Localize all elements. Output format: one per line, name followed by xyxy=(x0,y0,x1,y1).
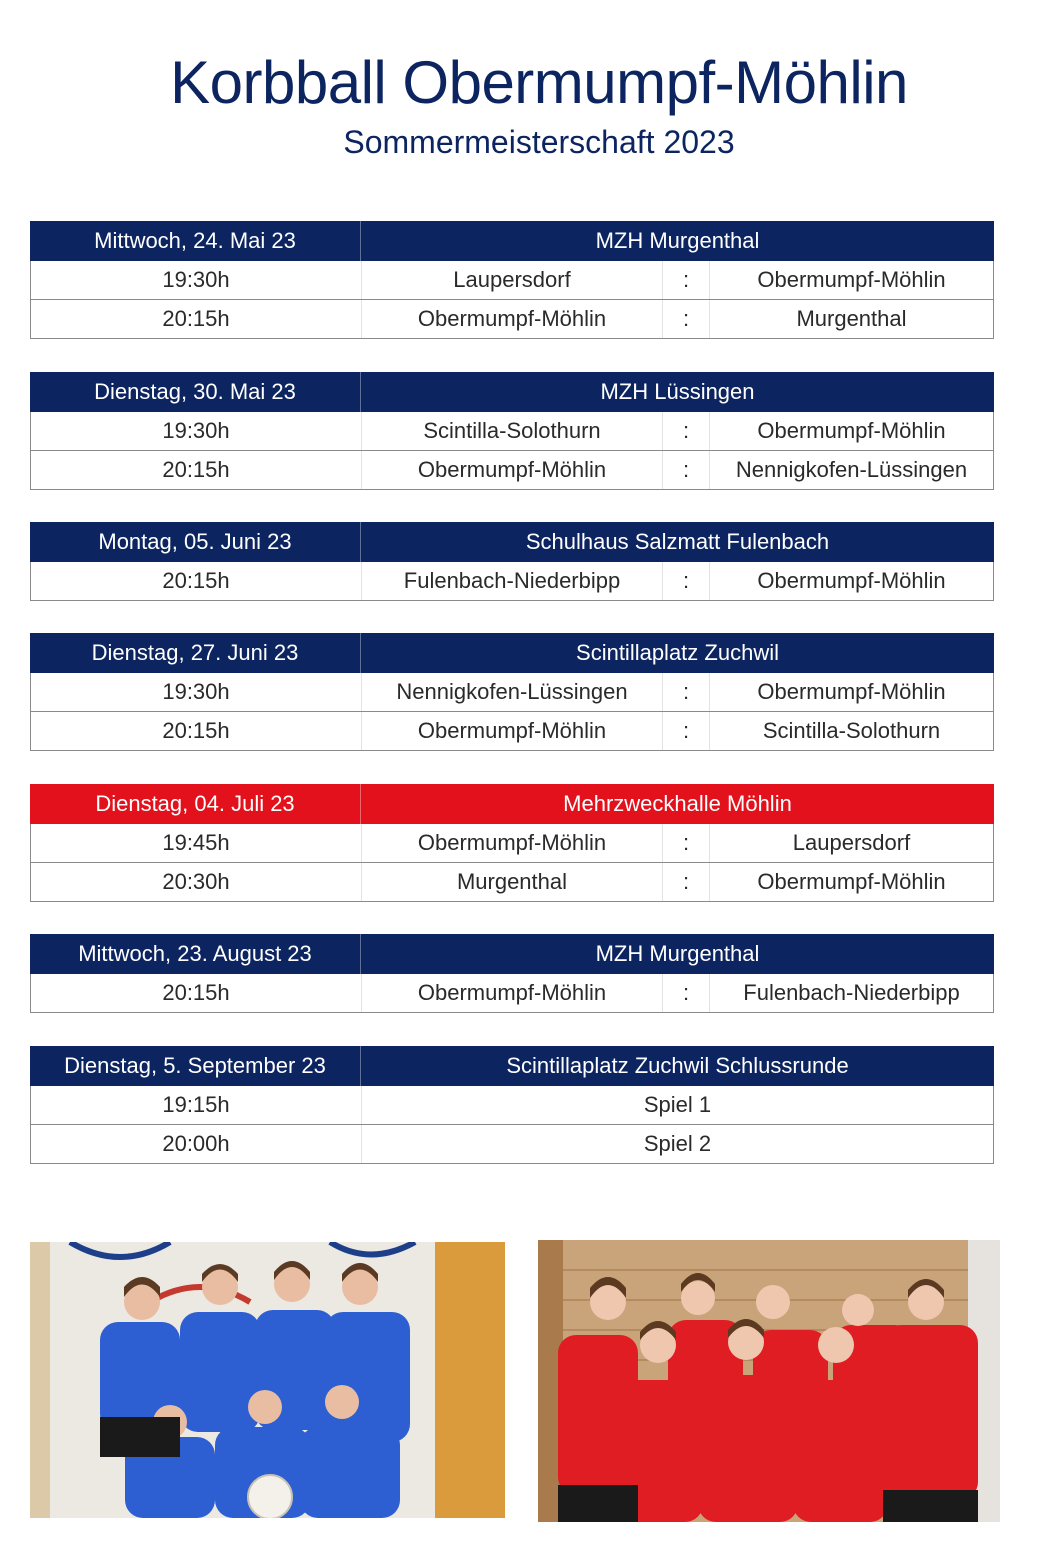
round-block xyxy=(30,372,994,490)
round-header xyxy=(30,1046,994,1086)
score-separator: : xyxy=(663,824,710,862)
score-separator: : xyxy=(663,562,710,600)
home-team: Scintilla-Solothurn xyxy=(362,412,663,450)
round-venue: Scintillaplatz Zuchwil Schlussrunde xyxy=(506,1053,849,1078)
game-row xyxy=(30,451,994,490)
game-time: 19:15h xyxy=(31,1086,362,1124)
away-team: Obermumpf-Möhlin xyxy=(757,869,946,894)
game-label: Spiel 2 xyxy=(643,1131,712,1156)
round-block xyxy=(30,934,994,1013)
game-time: 20:15h xyxy=(31,451,362,489)
game-row xyxy=(30,1086,994,1125)
home-team: Fulenbach-Niederbipp xyxy=(362,562,663,600)
round-date: Dienstag, 27. Juni 23 xyxy=(30,633,361,673)
score-separator: : xyxy=(663,300,710,338)
game-time: 19:45h xyxy=(31,824,362,862)
away-team: Nennigkofen-Lüssingen xyxy=(735,457,968,482)
game-row xyxy=(30,974,994,1013)
round-venue: MZH Murgenthal xyxy=(595,941,760,966)
round-block xyxy=(30,633,994,751)
home-team: Obermumpf-Möhlin xyxy=(362,712,663,750)
home-team: Obermumpf-Möhlin xyxy=(362,300,663,338)
round-date: Dienstag, 04. Juli 23 xyxy=(30,784,361,824)
round-date: Mittwoch, 24. Mai 23 xyxy=(30,221,361,261)
round-header xyxy=(30,372,994,412)
team-photo-red xyxy=(538,1240,1000,1522)
round-header xyxy=(30,522,994,562)
game-row xyxy=(30,863,994,902)
game-row xyxy=(30,412,994,451)
score-separator: : xyxy=(663,451,710,489)
score-separator: : xyxy=(663,261,710,299)
away-team: Obermumpf-Möhlin xyxy=(757,418,946,443)
round-block-final xyxy=(30,1046,994,1164)
game-row xyxy=(30,673,994,712)
home-team: Murgenthal xyxy=(362,863,663,901)
round-block xyxy=(30,522,994,601)
score-separator: : xyxy=(663,974,710,1012)
home-team: Obermumpf-Möhlin xyxy=(362,451,663,489)
away-team: Scintilla-Solothurn xyxy=(762,718,941,743)
home-team: Obermumpf-Möhlin xyxy=(362,974,663,1012)
home-team: Nennigkofen-Lüssingen xyxy=(362,673,663,711)
round-block-home xyxy=(30,784,994,902)
game-row xyxy=(30,1125,994,1164)
score-separator: : xyxy=(663,412,710,450)
page-subtitle: Sommermeisterschaft 2023 xyxy=(343,124,735,160)
game-row xyxy=(30,261,994,300)
away-team: Fulenbach-Niederbipp xyxy=(743,980,960,1005)
round-header xyxy=(30,633,994,673)
page-title: Korbball Obermumpf-Möhlin xyxy=(170,49,908,116)
round-block xyxy=(30,221,994,339)
game-row xyxy=(30,824,994,863)
round-venue: Mehrzweckhalle Möhlin xyxy=(563,791,792,816)
team-photo-blue xyxy=(30,1242,505,1518)
game-time: 20:15h xyxy=(31,712,362,750)
game-label: Spiel 1 xyxy=(643,1092,712,1117)
game-time: 19:30h xyxy=(31,673,362,711)
round-header xyxy=(30,934,994,974)
away-team: Murgenthal xyxy=(796,306,907,331)
round-header-highlight xyxy=(30,784,994,824)
game-time: 19:30h xyxy=(31,412,362,450)
game-time: 20:00h xyxy=(31,1125,362,1163)
game-row xyxy=(30,562,994,601)
score-separator: : xyxy=(663,712,710,750)
home-team: Laupersdorf xyxy=(362,261,663,299)
round-venue: Scintillaplatz Zuchwil xyxy=(576,640,779,665)
round-date: Dienstag, 30. Mai 23 xyxy=(30,372,361,412)
game-row xyxy=(30,712,994,751)
round-header xyxy=(30,221,994,261)
home-team: Obermumpf-Möhlin xyxy=(362,824,663,862)
away-team: Obermumpf-Möhlin xyxy=(757,679,946,704)
round-date: Mittwoch, 23. August 23 xyxy=(30,934,361,974)
away-team: Laupersdorf xyxy=(792,830,911,855)
score-separator: : xyxy=(663,863,710,901)
round-date: Montag, 05. Juni 23 xyxy=(30,522,361,562)
game-time: 19:30h xyxy=(31,261,362,299)
round-venue: Schulhaus Salzmatt Fulenbach xyxy=(525,529,830,554)
away-team: Obermumpf-Möhlin xyxy=(757,568,946,593)
game-time: 20:15h xyxy=(31,974,362,1012)
game-row xyxy=(30,300,994,339)
round-date: Dienstag, 5. September 23 xyxy=(30,1046,361,1086)
score-separator: : xyxy=(663,673,710,711)
away-team: Obermumpf-Möhlin xyxy=(757,267,946,292)
round-venue: MZH Lüssingen xyxy=(600,379,755,404)
game-time: 20:15h xyxy=(31,300,362,338)
round-venue: MZH Murgenthal xyxy=(595,228,760,253)
game-time: 20:30h xyxy=(31,863,362,901)
game-time: 20:15h xyxy=(31,562,362,600)
